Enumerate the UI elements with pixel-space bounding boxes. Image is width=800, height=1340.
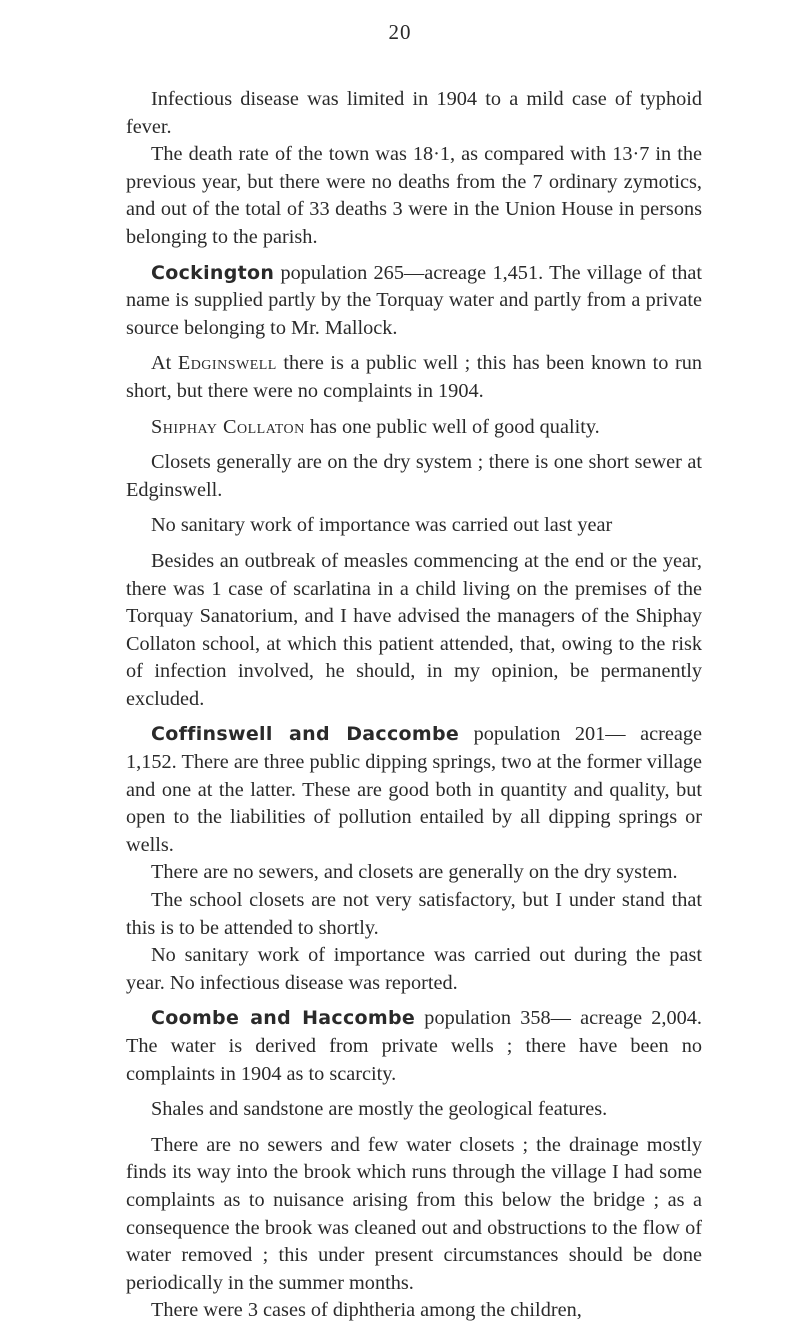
cockington-text: population 265—acreage 1,451. The village of that name is supplied partly by the Torquay water and partly from a private source belonging to Mr. Mallock. [126,261,702,339]
place-edginswell: Edginswell [177,352,277,375]
coombe-haccombe-text: population 358— acreage 2,004. The water is derived from private wells ; there have been no complaints in 1904 as to scarcity. [126,1007,702,1085]
place-heading-coffinswell-daccombe: Coffinswell and Daccombe [151,723,460,746]
place-shiphay-collaton: Shiphay Collaton [151,415,305,438]
body-text [126,86,702,1325]
place-heading-coombe-haccombe: Coombe and Haccombe [151,1007,416,1030]
paragraph-death-rate: The death rate of the town was 18·1, as compared with 13·7 in the previous year, but there were no deaths from the 7 ordinary zymotics, and out of the total of 33 deaths 3 were in the Union House in persons belonging to the parish. [126,143,702,248]
paragraph-no-infectious-disease: No sanitary work of importance was carried out during the past year. No infectious disease was reported. [126,944,702,994]
edginswell-text: there is a public well ; this has been known to run short, but there were no complaints in 1904. [126,352,703,402]
page-number: 20 [388,20,412,44]
paragraph-diphtheria: There were 3 cases of diphtheria among the children, [151,1299,582,1322]
edginswell-lead: At [151,352,172,375]
place-heading-cockington: Cockington [151,261,275,284]
paragraph-geology: Shales and sandstone are mostly the geological features. [151,1098,608,1121]
paragraph-measles: Besides an outbreak of measles commencing at the end or the year, there was 1 case of scarlatina in a child living on the premises of the Torquay Sanatorium, and I have advised the managers of the Shiphay Collaton school, at which this patient attended, that, owing to the risk of infection involved, he should, in my opinion, be permanently excluded. [126,549,702,710]
paragraph-sewers: There are no sewers, and closets are generally on the dry system. [151,861,678,884]
paragraph-coffinswell-daccombe [126,721,702,859]
paragraph-cockington [126,260,702,343]
paragraph-infectious-disease: Infectious disease was limited in 1904 to a mild case of typhoid fever. [126,88,702,138]
paragraph-drainage: There are no sewers and few water closets ; the drainage mostly finds its way into the brook which runs through the village I had some complaints as to nuisance arising from this below the bridge ; as a consequence the brook was cleaned out and obstructions to the flow of water removed ; this under present circumstances should be done periodically in the summer months. [126,1133,702,1294]
paragraph-shiphay-collaton [126,414,702,442]
paragraph-edginswell [126,350,702,405]
shiphay-collaton-text: has one public well of good quality. [304,415,600,438]
paragraph-coombe-haccombe [126,1005,702,1088]
paragraph-closets: Closets generally are on the dry system ; there is one short sewer at Edginswell. [126,451,702,501]
paragraph-sanitary-work: No sanitary work of importance was carried out last year [151,514,613,537]
paragraph-school-closets: The school closets are not very satisfactory, but I under stand that this is to be attended to shortly. [126,889,702,939]
coffinswell-daccombe-text: population 201— acreage 1,152. There are three public dipping springs, two at the former village and one at the latter. These are good both in quantity and quality, but open to the liabilities of pollution entailed by all dipping springs or wells. [126,723,702,856]
